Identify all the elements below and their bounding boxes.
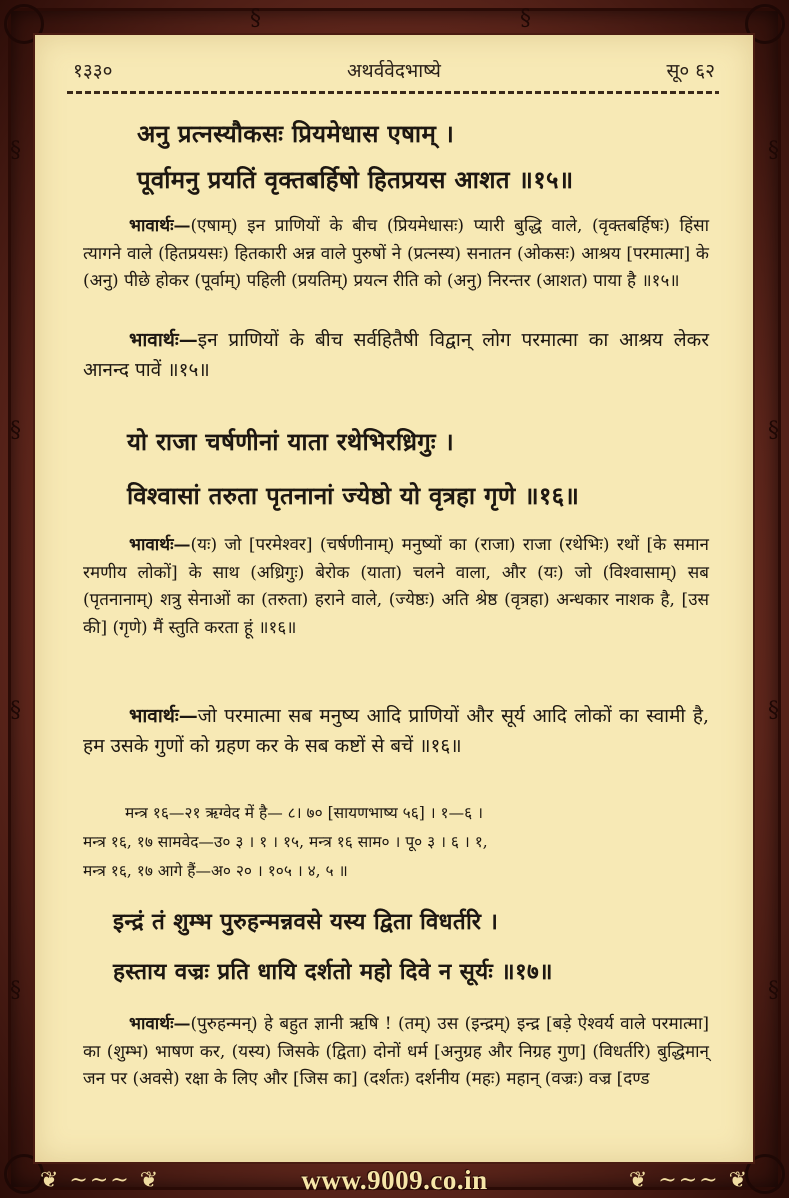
mantra-16-line-1: यो राजा चर्षणीनां याता रथेभिरध्रिगुः । [127, 427, 455, 456]
mantra-17-line-1: इन्द्रं तं शुम्भ पुरुहन्मन्नवसे यस्य द्विता विधर्तरि । [113, 909, 499, 935]
bhavartha-text: इन प्राणियों के बीच सर्वहितैषी विद्वान् लोग परमात्मा का आश्रय लेकर आनन्द पावें ॥१५॥ [83, 329, 709, 381]
bhavartha-label: भावार्थः— [129, 705, 198, 727]
scroll-ornament-icon: § [768, 418, 779, 443]
bhavartha-text: (एषाम्) इन प्राणियों के बीच (प्रियमेधासः) प्यारी बुद्धि वाले, (वृक्तबर्हिषः) हिंसा त्यागने वाले (हितप्रयसः) हितकारी अन्न वाले पुरुषों ने (प्रत्नस्य) सनातन (ओकसः) आश्रय [परमात्मा] के (अनु) पीछे होकर (पूर्वाम्) पहिली (प्रयतिम्) प्रयत्न रीति को (अनु) निरन्तर (आशत) पाया है ॥१५॥ [83, 216, 709, 291]
flourish-ornament-icon: ❦ ~~~ ❦ [628, 1168, 749, 1193]
scroll-ornament-icon: § [10, 698, 21, 723]
mantra-15-line-2: पूर्वामनु प्रयतिं वृक्तबर्हिषो हितप्रयस आशत ॥१५॥ [137, 165, 574, 194]
scroll-ornament-icon: § [10, 138, 21, 163]
bhavartha-16-a [83, 532, 709, 642]
footer [0, 1162, 789, 1198]
bhavartha-17-a [83, 1011, 709, 1094]
bhavartha-16-b [83, 701, 709, 761]
sukta-number: सू० ६२ [666, 60, 715, 82]
bhavartha-text: (पुरुहन्मन्) हे बहुत ज्ञानी ऋषि ! (तम्) उस (इन्द्रम्) इन्द्र [बड़े ऐश्वर्य वाले परमात्मा] का (शुम्भ) भाषण कर, (यस्य) जिसके (द्विता) दोनों धर्म [अनुग्रह और निग्रह गुण] (विधर्तरि) बुद्धिमान् जन पर (अवसे) रक्षा के लिए और [जिस का] (दर्शतः) दर्शनीय (महः) महान् (वज्रः) वज्र [दण्ड [83, 1014, 709, 1089]
header-divider [67, 91, 719, 94]
reference-line-3: मन्त्र १६, १७ आगे हैं—अ० २० । १०५ । ४, ५ ॥ [83, 862, 348, 880]
page-number: १३३० [73, 60, 113, 82]
mantra-17-line-2: हस्ताय वज्रः प्रति धायि दर्शतो महो दिवे न सूर्यः ॥१७॥ [113, 959, 553, 985]
scroll-ornament-icon: § [10, 978, 21, 1003]
reference-line-1: मन्त्र १६—२१ ऋग्वेद में है— ८। ७० [सायणभाष्य ५६] । १—६ । [125, 804, 483, 822]
website-url[interactable]: www.9009.co.in [301, 1165, 488, 1195]
bhavartha-label: भावार्थः— [129, 216, 191, 236]
bhavartha-label: भावार्थः— [129, 329, 198, 351]
flourish-ornament-icon: ❦ ~~~ ❦ [40, 1168, 161, 1193]
page-title: अथर्ववेदभाष्ये [347, 60, 441, 82]
page-header [65, 55, 723, 89]
scroll-ornament-icon: § [768, 138, 779, 163]
mantra-16-line-2: विश्वासां तरुता पृतनानां ज्येष्ठो यो वृत्रहा गृणे ॥१६॥ [127, 481, 580, 510]
bhavartha-15-b [83, 325, 709, 385]
scroll-ornament-icon: § [520, 6, 531, 31]
scroll-ornament-icon: § [768, 698, 779, 723]
scroll-ornament-icon: § [768, 978, 779, 1003]
mantra-15-line-1: अनु प्रत्नस्यौकसः प्रियमेधास एषाम् । [137, 119, 455, 148]
bhavartha-text: जो परमात्मा सब मनुष्य आदि प्राणियों और सूर्य आदि लोकों का स्वामी है, हम उसके गुणों को ग्रहण कर के सब कष्टों से बचें ॥१६॥ [83, 705, 709, 757]
reference-line-2: मन्त्र १६, १७ सामवेद—उ० ३ । १ । १५, मन्त्र १६ साम० । पू० ३ । ६ । १, [83, 833, 488, 851]
bhavartha-text: (यः) जो [परमेश्वर] (चर्षणीनाम्) मनुष्यों का (राजा) राजा (रथेभिः) रथों [के समान रमणीय लोकों] के साथ (अध्रिगुः) बेरोक (याता) चलने वाला, और (यः) जो (विश्वासाम्) सब (पृतनानाम्) शत्रु सेनाओं का (तरुता) हराने वाले, (ज्येष्ठः) अति श्रेष्ठ (वृत्रहा) अन्धकार नाशक है, [उस की] (गृणे) मैं स्तुति करता हूं ॥१६॥ [83, 535, 709, 638]
bhavartha-label: भावार्थः— [129, 535, 191, 555]
bhavartha-15-a [83, 213, 709, 296]
bhavartha-label: भावार्थः— [129, 1014, 191, 1034]
document-page [35, 35, 753, 1162]
scroll-ornament-icon: § [250, 6, 261, 31]
scroll-ornament-icon: § [10, 418, 21, 443]
